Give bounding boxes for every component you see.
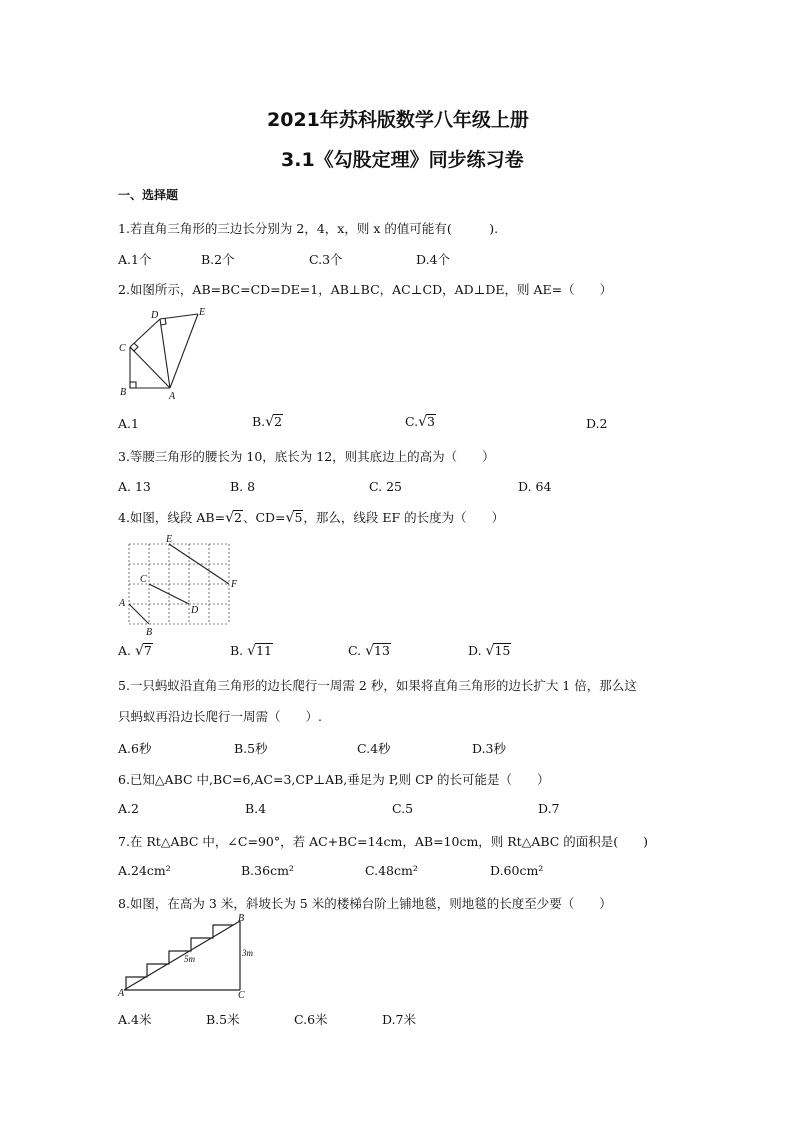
q5-option-c: C.4秒 [357, 741, 391, 756]
q7-option-a: A.24cm² [118, 863, 171, 878]
q4-option-c [348, 643, 391, 659]
q6-option-d: D.7 [538, 801, 560, 816]
q2-segment-da [160, 319, 170, 388]
question-8-stem: 8.如图，在高为 3 米，斜坡长为 5 米的楼梯台阶上铺地毯，则地毯的长度至少要（ ） [118, 896, 612, 911]
q4-option-d-prefix: D. [468, 643, 482, 658]
q3-option-b: B. 8 [230, 479, 256, 494]
section-heading: 一、选择题 [118, 188, 179, 202]
q2-option-c-prefix: C. [405, 414, 419, 429]
question-1-stem: 1.若直角三角形的三边长分别为 2，4，x，则 x 的值可能有( ). [118, 221, 499, 236]
q1-option-c: C.3个 [309, 252, 343, 267]
q4-option-b-radicand: 11 [256, 643, 272, 658]
q4-label-e: E [166, 534, 173, 545]
q3-option-a: A. 13 [118, 479, 151, 494]
q4-option-c-prefix: C. [348, 643, 362, 658]
page-subtitle: 3.1《勾股定理》同步练习卷 [281, 149, 524, 171]
q4-option-a-radicand: 7 [143, 643, 152, 658]
radical-sign-icon: √ [225, 510, 235, 526]
q5-option-b: B.5秒 [234, 741, 268, 756]
q8-option-a: A.4米 [118, 1012, 152, 1027]
q8-label-a: A [118, 988, 125, 999]
q3-option-d: D. 64 [518, 479, 552, 494]
q4-option-d [468, 643, 511, 659]
q8-slope-ab [124, 921, 240, 990]
q6-option-b: B.4 [245, 801, 267, 816]
q6-option-c: C.5 [392, 801, 414, 816]
page-title: 2021年苏科版数学八年级上册 [267, 109, 529, 131]
question-4-stem [118, 508, 504, 526]
q4-label-a: A [119, 598, 126, 609]
q2-option-b-prefix: B. [252, 414, 266, 429]
q4-stem-part-2: 、CD= [242, 510, 286, 525]
q2-option-b-radicand: 2 [274, 414, 283, 429]
radical-sign-icon: √ [265, 414, 275, 430]
q5-option-a: A.6秒 [118, 741, 152, 756]
question-6-stem: 6.已知△ABC 中,BC=6,AC=3,CP⊥AB,垂足为 P,则 CP 的长可能是（ ） [118, 772, 550, 787]
q8-label-height: 3m [242, 948, 253, 958]
radical-sign-icon: √ [365, 643, 374, 659]
q2-right-angle-b [130, 382, 136, 388]
q2-option-c-radicand: 3 [427, 414, 435, 429]
q8-label-c: C [238, 990, 245, 1001]
q4-segment-ab [129, 604, 149, 624]
q4-grid-figure [118, 534, 238, 638]
q4-label-b: B [146, 627, 153, 638]
radical-sign-icon: √ [418, 414, 428, 430]
radical-sign-icon: √ [247, 643, 257, 659]
q6-option-a: A.2 [118, 801, 139, 816]
q4-label-c: C [140, 574, 147, 585]
q4-option-b-prefix: B. [230, 643, 244, 658]
q2-option-a: A.1 [118, 416, 139, 431]
q4-option-a [118, 643, 153, 659]
q1-option-d: D.4个 [416, 252, 451, 267]
q4-label-f: F [231, 579, 238, 590]
q4-option-c-radicand: 13 [374, 643, 390, 658]
q4-label-d: D [191, 605, 199, 616]
q2-option-b [252, 414, 283, 430]
q2-label-c: C [119, 343, 126, 354]
q7-option-c: C.48cm² [365, 863, 418, 878]
q7-option-d: D.60cm² [490, 863, 544, 878]
question-2-stem: 2.如图所示，AB=BC=CD=DE=1，AB⊥BC，AC⊥CD，AD⊥DE，则 AE=（ ） [118, 282, 613, 297]
q2-label-d: D [151, 310, 159, 321]
q2-option-d: D.2 [586, 416, 608, 431]
q2-label-a: A [169, 391, 176, 402]
question-5-line-2: 只蚂蚁再沿边长爬行一周需（ ）. [118, 709, 322, 724]
q2-label-b: B [120, 387, 127, 398]
question-5-line-1: 5.一只蚂蚁沿直角三角形的边长爬行一周需 2 秒，如果将直角三角形的边长扩大 1 倍，那么这 [118, 678, 637, 693]
q1-option-a: A.1个 [118, 252, 152, 267]
q8-option-b: B.5米 [206, 1012, 240, 1027]
q7-option-b: B.36cm² [241, 863, 294, 878]
q8-label-b: B [238, 913, 245, 924]
q3-option-c: C. 25 [369, 479, 402, 494]
q4-option-d-radicand: 15 [494, 643, 511, 658]
q4-stem-part-1: 4.如图，线段 AB= [118, 510, 226, 525]
q4-option-b [230, 643, 273, 659]
q4-stem-radicand-2: 5 [294, 510, 303, 525]
q8-option-d: D.7米 [382, 1012, 417, 1027]
question-3-stem: 3.等腰三角形的腰长为 10，底长为 12，则其底边上的高为（ ） [118, 449, 495, 464]
radical-sign-icon: √ [135, 643, 144, 659]
q8-stairs-figure [118, 913, 258, 1001]
q2-segment-ea [170, 314, 198, 388]
q1-option-b: B.2个 [201, 252, 235, 267]
q8-option-c: C.6米 [294, 1012, 328, 1027]
q4-stem-radicand-1: 2 [234, 510, 242, 525]
question-7-stem: 7.在 Rt△ABC 中，∠C=90°，若 AC+BC=14cm，AB=10cm，则 Rt△ABC 的面积是( ) [118, 834, 649, 849]
radical-sign-icon: √ [285, 510, 295, 526]
q2-label-e: E [199, 307, 206, 318]
q4-stem-part-3: ，那么，线段 EF 的长度为（ ） [303, 510, 505, 525]
q2-segment-de [160, 314, 198, 319]
q2-right-angle-c [130, 343, 138, 351]
radical-sign-icon: √ [485, 643, 495, 659]
q4-option-a-prefix: A. [118, 643, 132, 658]
q2-option-c [405, 414, 436, 430]
q8-label-slope: 5m [184, 954, 195, 964]
q5-option-d: D.3秒 [472, 741, 507, 756]
q2-figure [118, 305, 218, 400]
